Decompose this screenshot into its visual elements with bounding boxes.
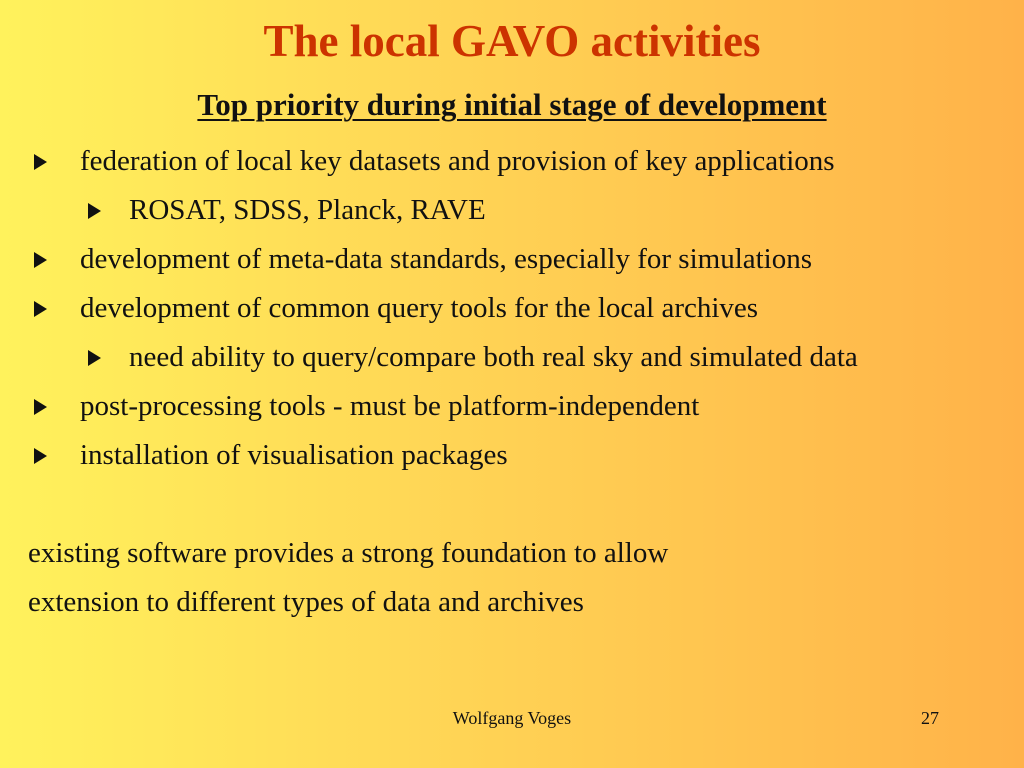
bullet-text: need ability to query/compare both real sky and simulated data xyxy=(129,341,858,373)
bullet-arrow-icon xyxy=(34,252,47,268)
slide-title: The local GAVO activities xyxy=(263,16,761,66)
slide-subtitle: Top priority during initial stage of development xyxy=(197,87,827,122)
bullet-text: post-processing tools - must be platform-independent xyxy=(80,390,700,422)
bullet-arrow-icon xyxy=(88,203,101,219)
bullet-arrow-icon xyxy=(34,154,47,170)
bullet-text: ROSAT, SDSS, Planck, RAVE xyxy=(129,194,486,226)
footer-author: Wolfgang Voges xyxy=(452,708,572,728)
bullet-arrow-icon xyxy=(88,350,101,366)
bullet-text: federation of local key datasets and provision of key applications xyxy=(80,145,835,177)
bullet-arrow-icon xyxy=(34,301,47,317)
paragraph-line: existing software provides a strong foundation to allow xyxy=(28,537,669,569)
bullet-text: installation of visualisation packages xyxy=(80,439,508,471)
page-number: 27 xyxy=(921,708,939,728)
bullet-arrow-icon xyxy=(34,399,47,415)
bullet-text: development of common query tools for the local archives xyxy=(80,292,759,324)
paragraph-line: extension to different types of data and archives xyxy=(28,586,584,618)
bullet-text: development of meta-data standards, especially for simulations xyxy=(80,243,813,275)
bullet-arrow-icon xyxy=(34,448,47,464)
